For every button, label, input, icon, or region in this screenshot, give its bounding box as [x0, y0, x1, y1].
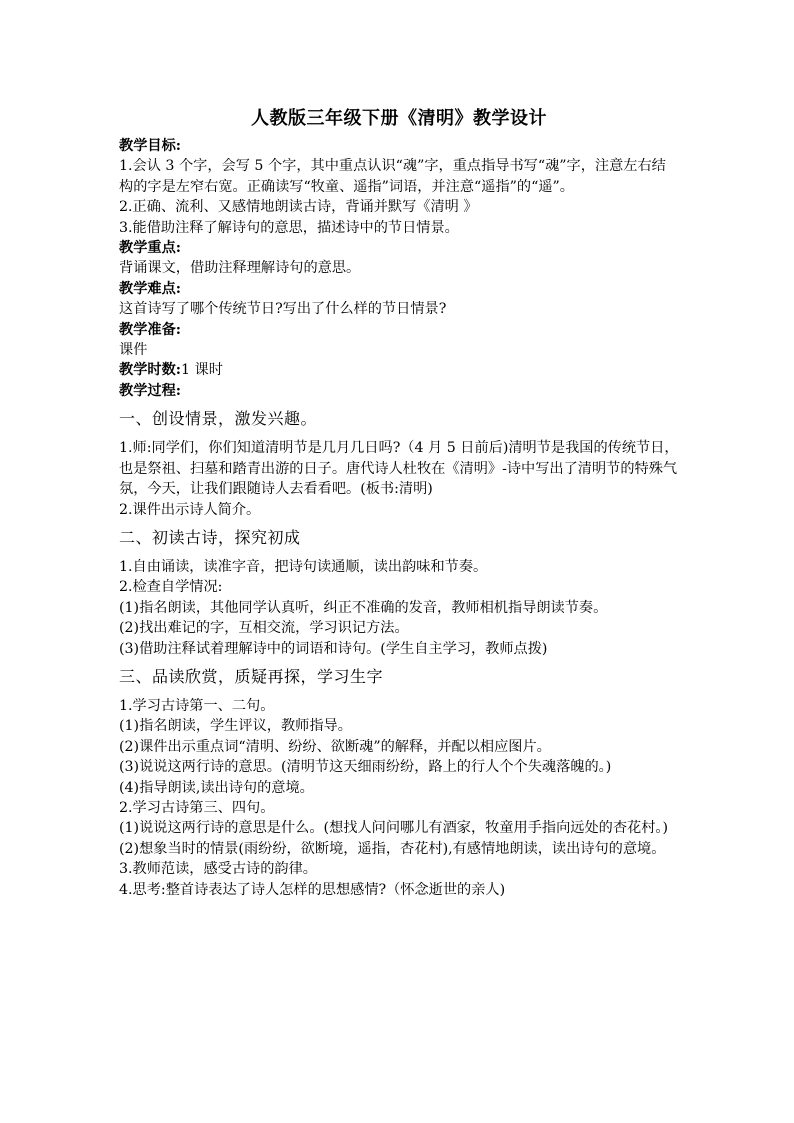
section-paragraph: (2)想象当时的情景(雨纷纷，欲断境，遥指，杏花村),有感情地朗读，读出诗句的意境。: [119, 840, 666, 857]
section-paragraph: (2)课件出示重点词“清明、纷纷、欲断魂”的解释，并配以相应图片。: [119, 738, 551, 755]
objective-item: 2.正确、流利、又感情地朗读古诗，背诵并默写《清明 》: [119, 199, 478, 216]
section-paragraph: 2.课件出示诗人简介。: [119, 501, 261, 518]
section-paragraph: (4)指导朗读,读出诗句的意境。: [119, 779, 314, 796]
section-paragraph: (3)说说这两行诗的意思。(清明节这天细雨纷纷，路上的行人个个失魂落魄的。): [119, 759, 612, 776]
preparation-label: 教学准备:: [119, 321, 181, 338]
hours-line: [119, 360, 679, 380]
difficulties-label: 教学难点:: [119, 280, 181, 297]
section-heading: 二、初读古诗，探究初成: [119, 527, 301, 547]
section-paragraph: (1)指名朗读，其他同学认真听，纠正不准确的发音，教师相机指导朗读节奏。: [119, 599, 608, 616]
section-paragraph: 2.检查自学情况:: [119, 579, 223, 596]
section-paragraph: (1)说说这两行诗的意思是什么。(想找人问问哪儿有酒家，牧童用手指向远处的杏花村。): [119, 820, 669, 837]
section-paragraph: 1.自由诵读，读准字音，把诗句读通顺，读出韵味和节奏。: [119, 558, 488, 575]
objective-item: 1.会认 3 个字，会写 5 个字，其中重点认识“魂”字，重点指导书写“魂”字，注意左右结构的字是左窄右宽。正确读写“牧童、遥指”词语，并注意“遥指”的“遥”。: [119, 158, 666, 195]
section-paragraph: 2.学习古诗第三、四句。: [119, 799, 275, 816]
hours-label: 教学时数:: [119, 362, 181, 379]
document-title: 人教版三年级下册《清明》教学设计: [251, 108, 547, 129]
key-points-label: 教学重点:: [119, 240, 181, 257]
objectives-label: 教学目标:: [119, 138, 181, 154]
section-paragraph: 3.教师范读，感受古诗的韵律。: [119, 861, 317, 878]
section-heading: 一、创设情景，激发兴趣。: [119, 409, 318, 429]
preparation-text: 课件: [119, 342, 148, 359]
section-heading: 三、品读欣赏，质疑再探，学习生字: [119, 666, 384, 686]
objective-item: 3.能借助注释了解诗句的意思，描述诗中的节日情景。: [119, 219, 459, 236]
section-paragraph: 4.思考:整首诗表达了诗人怎样的思想感情?（怀念逝世的亲人): [119, 881, 506, 898]
section-paragraph: (3)借助注释试着理解诗中的词语和诗句。(学生自主学习，教师点拨): [119, 640, 548, 657]
document-page: [119, 104, 679, 900]
section-paragraph: 1.学习古诗第一、二句。: [119, 697, 275, 714]
section-paragraph: (1)指名朗读，学生评议，教师指导。: [119, 718, 352, 735]
section-paragraph: (2)找出难记的字，互相交流，学习识记方法。: [119, 620, 409, 637]
hours-text: 1 课时: [181, 362, 223, 379]
process-label: 教学过程:: [119, 382, 181, 399]
key-points-text: 背诵课文，借助注释理解诗句的意思。: [119, 260, 361, 277]
difficulties-text: 这首诗写了哪个传统节日?写出了什么样的节日情景?: [119, 301, 447, 318]
section-paragraph: 1.师:同学们，你们知道清明节是几月几日吗?（4 月 5 日前后)清明节是我国的传统节日，也是祭祖、扫墓和踏青出游的日子。唐代诗人杜牧在《清明》-诗中写出了清明节的特殊气氛，今天，让我们跟随诗人去看看吧。(板书:清明): [119, 440, 679, 498]
